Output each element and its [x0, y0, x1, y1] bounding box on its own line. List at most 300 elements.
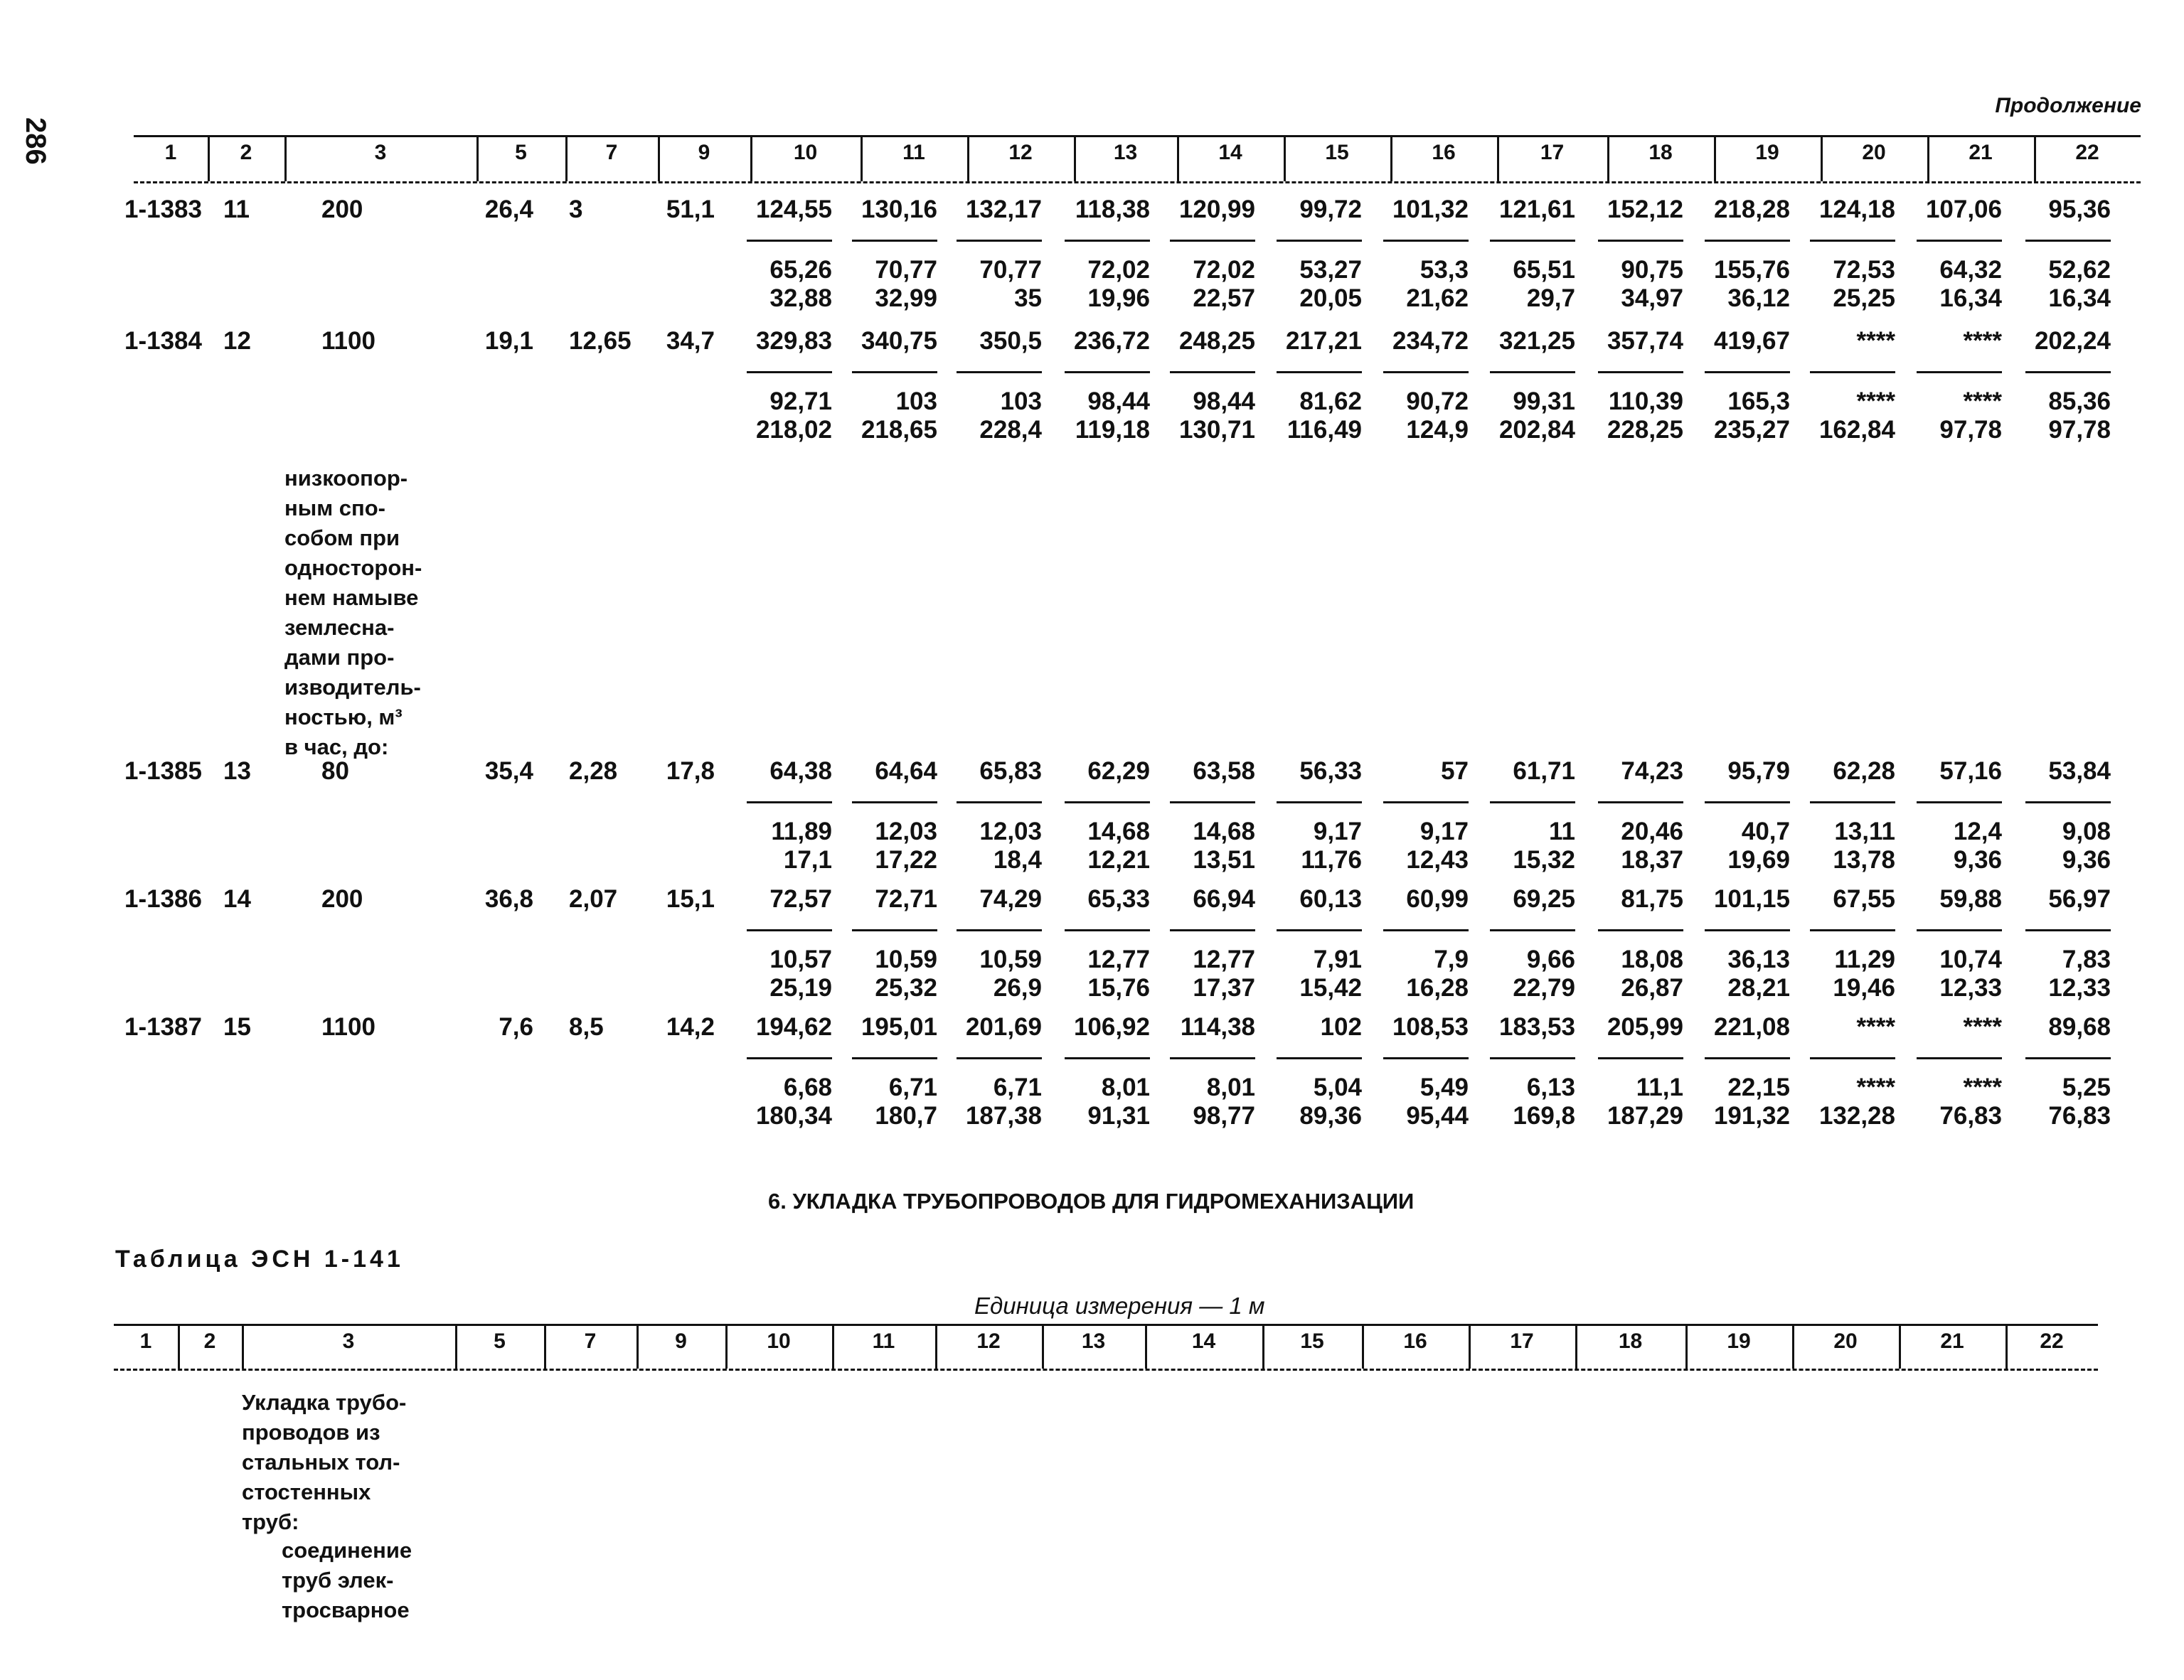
header-col-label: 22 [2040, 1329, 2064, 1353]
header-col-label: 14 [1218, 141, 1242, 164]
header-bottom-rule [114, 1369, 2098, 1371]
cell-sub2: 25,25 [1833, 284, 1895, 312]
row-param: 1100 [321, 1013, 375, 1041]
cell-sub1: 5,04 [1313, 1074, 1362, 1101]
cell-fraction-line [1705, 1057, 1790, 1059]
cell-sub1: 12,03 [875, 818, 937, 845]
cell-sub1: 22,15 [1727, 1074, 1790, 1101]
row-col7: 2,28 [569, 757, 618, 785]
description-line: Укладка трубо- [242, 1390, 407, 1415]
cell-sub2: 18,4 [993, 846, 1042, 874]
description-line: тросварное [282, 1598, 410, 1622]
row-code: 1-1387 [124, 1013, 202, 1041]
cell-sub1: 7,91 [1313, 946, 1362, 973]
cell-sub1: 18,08 [1621, 946, 1683, 973]
cell-sub1: 13,11 [1834, 818, 1895, 845]
cell-fraction-line [1383, 240, 1469, 242]
cell-sub2: 228,25 [1607, 416, 1683, 444]
header-col-label: 1 [139, 1329, 152, 1353]
header-col-label: 5 [494, 1329, 506, 1353]
row-number: 15 [223, 1013, 251, 1041]
header-col-label: 13 [1113, 141, 1138, 164]
row-col9: 17,8 [666, 757, 715, 785]
cell-main: 67,55 [1833, 885, 1895, 913]
description-line: дами про- [284, 645, 395, 670]
cell-fraction-line [1917, 929, 2002, 931]
description-line: в час, до: [284, 734, 389, 759]
row-col5: 19,1 [484, 327, 533, 355]
cell-fraction-line [747, 929, 832, 931]
cell-fraction-line [1065, 1057, 1150, 1059]
cell-sub1: 52,62 [2048, 256, 2111, 284]
cell-main: 340,75 [861, 327, 937, 355]
cell-main: 102 [1320, 1013, 1362, 1041]
description-line: изводитель- [284, 675, 421, 700]
cell-fraction-line [1170, 801, 1255, 803]
cell-sub1: **** [1856, 1074, 1895, 1101]
row-col7: 12,65 [569, 327, 632, 355]
cell-fraction-line [2025, 929, 2111, 931]
cell-fraction-line [1383, 371, 1469, 373]
cell-sub1: 6,68 [783, 1074, 832, 1101]
cell-fraction-line [1917, 240, 2002, 242]
header-col-label: 16 [1403, 1329, 1427, 1353]
row-param: 80 [321, 757, 349, 785]
row-col7: 3 [569, 196, 583, 223]
cell-main: 205,99 [1607, 1013, 1683, 1041]
cell-sub2: 162,84 [1818, 416, 1895, 444]
cell-sub1: 9,17 [1313, 818, 1362, 845]
cell-fraction-line [1065, 240, 1150, 242]
section-title: 6. УКЛАДКА ТРУБОПРОВОДОВ ДЛЯ ГИДРОМЕХАНИЗАЦИИ [768, 1189, 1415, 1214]
cell-main: 89,68 [2048, 1013, 2111, 1041]
cell-sub2: 28,21 [1727, 974, 1790, 1002]
cell-main: 106,92 [1073, 1013, 1150, 1041]
cell-sub2: 22,79 [1513, 974, 1575, 1002]
cell-sub2: 13,78 [1833, 846, 1895, 874]
cell-sub1: 10,59 [979, 946, 1042, 973]
cell-sub2: 16,34 [2048, 284, 2111, 312]
cell-sub1: 11,1 [1636, 1074, 1683, 1101]
cell-main: 217,21 [1285, 327, 1362, 355]
row-col5: 26,4 [484, 196, 533, 223]
cell-fraction-line [747, 371, 832, 373]
cell-sub2: 22,57 [1193, 284, 1255, 312]
cell-main: 72,71 [875, 885, 937, 913]
cell-fraction-line [1277, 1057, 1362, 1059]
cell-main: 107,06 [1925, 196, 2002, 223]
header-top-rule [114, 1324, 2098, 1326]
cell-main: 118,38 [1075, 196, 1150, 223]
cell-fraction-line [1277, 929, 1362, 931]
cell-main: 124,55 [755, 196, 832, 223]
cell-sub1: **** [1856, 387, 1895, 415]
cell-sub1: 5,25 [2062, 1074, 2111, 1101]
cell-sub1: 12,03 [979, 818, 1042, 845]
cell-sub1: 81,62 [1299, 387, 1362, 415]
cell-sub1: 72,02 [1087, 256, 1150, 284]
row-col9: 34,7 [666, 327, 715, 355]
cell-fraction-line [1705, 801, 1790, 803]
cell-sub2: 34,97 [1621, 284, 1683, 312]
cell-sub1: 110,39 [1608, 387, 1683, 415]
cell-sub2: 11,76 [1301, 846, 1362, 874]
header-col-label: 16 [1432, 141, 1456, 164]
cell-sub1: 10,57 [769, 946, 832, 973]
cell-sub2: 191,32 [1713, 1102, 1790, 1130]
cell-sub2: 124,9 [1406, 416, 1469, 444]
cell-main: 183,53 [1498, 1013, 1575, 1041]
cell-main: **** [1963, 1013, 2002, 1041]
cell-fraction-line [1810, 240, 1895, 242]
cell-sub2: 187,38 [965, 1102, 1042, 1130]
cell-sub2: 20,05 [1299, 284, 1362, 312]
cell-sub2: 15,32 [1513, 846, 1575, 874]
cell-sub1: 92,71 [769, 387, 832, 415]
cell-main: 124,18 [1818, 196, 1895, 223]
cell-sub1: 40,7 [1741, 818, 1790, 845]
header-col-label: 10 [793, 141, 818, 164]
row-code: 1-1384 [124, 327, 202, 355]
cell-fraction-line [2025, 801, 2111, 803]
cell-sub1: 10,74 [1939, 946, 2002, 973]
cell-sub2: 187,29 [1607, 1102, 1683, 1130]
row-col5: 35,4 [484, 757, 533, 785]
cell-main: 194,62 [755, 1013, 832, 1041]
cell-main: 132,17 [965, 196, 1042, 223]
description-line: ным спо- [284, 496, 385, 520]
cell-sub1: 11,29 [1834, 946, 1895, 973]
top-description [284, 464, 422, 762]
cell-fraction-line [1917, 1057, 2002, 1059]
cell-sub1: 8,01 [1206, 1074, 1255, 1101]
cell-fraction-line [957, 240, 1042, 242]
cell-main: **** [1856, 327, 1895, 355]
cell-main: 81,75 [1621, 885, 1683, 913]
description-line: соединение [282, 1538, 412, 1563]
header-bottom-rule [134, 181, 2141, 183]
row-number: 12 [223, 327, 251, 355]
cell-fraction-line [957, 929, 1042, 931]
cell-main: 130,16 [861, 196, 937, 223]
cell-fraction-line [2025, 1057, 2111, 1059]
cell-fraction-line [957, 1057, 1042, 1059]
header-col-label: 21 [1940, 1329, 1964, 1353]
cell-fraction-line [1277, 801, 1362, 803]
header-col-label: 17 [1510, 1329, 1534, 1353]
cell-main: 65,33 [1087, 885, 1150, 913]
cell-sub1: 90,75 [1621, 256, 1683, 284]
cell-main: 248,25 [1178, 327, 1255, 355]
row-col7: 8,5 [569, 1013, 604, 1041]
cell-sub2: 12,21 [1087, 846, 1150, 874]
cell-main: 61,71 [1513, 757, 1575, 785]
cell-sub1: 99,31 [1513, 387, 1575, 415]
description-line: стальных тол- [242, 1450, 400, 1475]
cell-sub2: 9,36 [1953, 846, 2002, 874]
cell-fraction-line [747, 240, 832, 242]
cell-main: 64,64 [875, 757, 937, 785]
cell-sub2: 32,88 [769, 284, 832, 312]
cell-main: 74,23 [1621, 757, 1683, 785]
cell-sub1: 12,77 [1193, 946, 1255, 973]
header-col-label: 10 [767, 1329, 791, 1353]
header-col-label: 15 [1300, 1329, 1324, 1353]
cell-sub2: 202,84 [1498, 416, 1575, 444]
cell-sub2: 21,62 [1406, 284, 1469, 312]
cell-sub2: 132,28 [1818, 1102, 1895, 1130]
header-col-label: 18 [1618, 1329, 1643, 1353]
header-col-label: 19 [1727, 1329, 1751, 1353]
cell-sub2: 235,27 [1713, 416, 1790, 444]
cell-fraction-line [1277, 240, 1362, 242]
cell-main: 56,97 [2048, 885, 2111, 913]
cell-fraction-line [1810, 929, 1895, 931]
row-code: 1-1385 [124, 757, 202, 785]
cell-sub2: 89,36 [1299, 1102, 1362, 1130]
cell-fraction-line [852, 240, 937, 242]
cell-main: 57,16 [1939, 757, 2002, 785]
cell-sub2: 12,43 [1406, 846, 1469, 874]
cell-sub2: 26,9 [993, 974, 1042, 1002]
cell-main: 202,24 [2034, 327, 2111, 355]
cell-fraction-line [1490, 929, 1575, 931]
cell-sub2: 119,18 [1075, 416, 1150, 444]
cell-main: 57 [1441, 757, 1469, 785]
cell-sub2: 25,32 [875, 974, 937, 1002]
cell-main: **** [1856, 1013, 1895, 1041]
cell-fraction-line [1277, 371, 1362, 373]
cell-main: 221,08 [1713, 1013, 1790, 1041]
cell-fraction-line [1065, 371, 1150, 373]
header-col-label: 5 [515, 141, 527, 164]
description-line: собом при [284, 525, 400, 550]
cell-sub1: 65,26 [769, 256, 832, 284]
header-col-label: 12 [976, 1329, 1001, 1353]
row-col7: 2,07 [569, 885, 618, 913]
cell-main: 53,84 [2048, 757, 2111, 785]
cell-sub1: 9,66 [1526, 946, 1575, 973]
cell-main: 195,01 [861, 1013, 937, 1041]
cell-sub1: 6,71 [993, 1074, 1042, 1101]
cell-sub1: 155,76 [1713, 256, 1790, 284]
cell-sub1: 9,08 [2062, 818, 2111, 845]
cell-sub1: 72,02 [1193, 256, 1255, 284]
description-line: нем намыве [284, 585, 419, 610]
header-col-label: 11 [902, 141, 925, 164]
cell-fraction-line [1705, 240, 1790, 242]
cell-sub2: 91,31 [1087, 1102, 1150, 1130]
row-param: 1100 [321, 327, 375, 355]
cell-fraction-line [852, 801, 937, 803]
bottom-sub-description [282, 1536, 412, 1625]
cell-sub1: 65,51 [1513, 256, 1575, 284]
cell-sub1: 90,72 [1406, 387, 1469, 415]
cell-fraction-line [1490, 371, 1575, 373]
cell-fraction-line [1810, 801, 1895, 803]
cell-sub1: 6,71 [888, 1074, 937, 1101]
cell-fraction-line [852, 371, 937, 373]
cell-sub1: 103 [895, 387, 937, 415]
header-col-label: 1 [164, 141, 177, 164]
header-top-rule [134, 135, 2141, 137]
cell-main: 63,58 [1193, 757, 1255, 785]
header-col-label: 7 [584, 1329, 597, 1353]
cell-sub1: 103 [1000, 387, 1042, 415]
header-col-label: 11 [872, 1329, 895, 1353]
cell-main: 114,38 [1180, 1013, 1255, 1041]
cell-main: **** [1963, 327, 2002, 355]
cell-main: 101,15 [1713, 885, 1790, 913]
cell-sub2: 130,71 [1178, 416, 1255, 444]
cell-fraction-line [1490, 240, 1575, 242]
cell-sub2: 180,34 [755, 1102, 832, 1130]
cell-main: 350,5 [979, 327, 1042, 355]
cell-fraction-line [747, 1057, 832, 1059]
cell-fraction-line [1705, 371, 1790, 373]
cell-sub2: 19,96 [1087, 284, 1150, 312]
cell-sub2: 12,33 [1939, 974, 2002, 1002]
cell-sub1: 53,27 [1299, 256, 1362, 284]
unit-label: Единица измерения — 1 м [974, 1293, 1265, 1319]
cell-sub1: 70,77 [979, 256, 1042, 284]
cell-fraction-line [1490, 801, 1575, 803]
row-col9: 14,2 [666, 1013, 715, 1041]
cell-sub1: 72,53 [1833, 256, 1895, 284]
cell-main: 152,12 [1607, 196, 1683, 223]
cell-main: 95,36 [2048, 196, 2111, 223]
cell-sub1: 53,3 [1419, 256, 1469, 284]
row-param: 200 [321, 885, 363, 913]
cell-sub2: 76,83 [2048, 1102, 2111, 1130]
cell-sub2: 26,87 [1621, 974, 1683, 1002]
cell-main: 72,57 [769, 885, 832, 913]
cell-sub2: 17,22 [875, 846, 937, 874]
cell-fraction-line [2025, 240, 2111, 242]
cell-sub2: 218,65 [861, 416, 937, 444]
cell-fraction-line [1065, 929, 1150, 931]
header-col-label: 22 [2075, 141, 2099, 164]
cell-sub1: 5,49 [1419, 1074, 1469, 1101]
cell-main: 419,67 [1713, 327, 1790, 355]
cell-fraction-line [1917, 801, 2002, 803]
header-col-label: 12 [1008, 141, 1033, 164]
header-col-label: 20 [1862, 141, 1886, 164]
cell-main: 120,99 [1178, 196, 1255, 223]
cell-sub1: 7,83 [2062, 946, 2111, 973]
cell-sub1: 14,68 [1193, 818, 1255, 845]
cell-main: 101,32 [1392, 196, 1469, 223]
cell-main: 95,79 [1727, 757, 1790, 785]
cell-fraction-line [1810, 1057, 1895, 1059]
cell-fraction-line [1598, 801, 1683, 803]
description-line: проводов из [242, 1420, 380, 1445]
cell-sub2: 116,49 [1287, 416, 1362, 444]
cell-sub2: 17,37 [1193, 974, 1255, 1002]
cell-sub1: 9,17 [1419, 818, 1469, 845]
cell-sub2: 18,37 [1621, 846, 1683, 874]
cell-fraction-line [957, 801, 1042, 803]
cell-sub2: 228,4 [979, 416, 1042, 444]
description-line: стостенных [242, 1480, 371, 1504]
cell-main: 321,25 [1498, 327, 1575, 355]
cell-sub2: 35 [1014, 284, 1042, 312]
cell-sub1: 98,44 [1193, 387, 1255, 415]
cell-fraction-line [1917, 371, 2002, 373]
row-col9: 51,1 [666, 196, 715, 223]
cell-main: 69,25 [1513, 885, 1575, 913]
cell-sub2: 76,83 [1939, 1102, 2002, 1130]
cell-fraction-line [1598, 1057, 1683, 1059]
cell-sub2: 32,99 [875, 284, 937, 312]
cell-sub1: 11 [1549, 818, 1575, 845]
row-number: 14 [223, 885, 251, 913]
cell-sub1: 6,13 [1526, 1074, 1575, 1101]
page-number: 286 [20, 117, 51, 165]
cell-sub1: 70,77 [875, 256, 937, 284]
cell-sub2: 218,02 [755, 416, 832, 444]
header-col-label: 9 [698, 141, 710, 164]
cell-fraction-line [1383, 1057, 1469, 1059]
cell-fraction-line [1383, 929, 1469, 931]
row-col5: 7,6 [499, 1013, 533, 1041]
header-col-label: 2 [240, 141, 252, 164]
cell-sub2: 17,1 [783, 846, 832, 874]
cell-sub2: 97,78 [2048, 416, 2111, 444]
cell-sub2: 25,19 [769, 974, 832, 1002]
cell-main: 201,69 [965, 1013, 1042, 1041]
row-code: 1-1383 [124, 196, 202, 223]
cell-fraction-line [1170, 371, 1255, 373]
cell-fraction-line [1490, 1057, 1575, 1059]
cell-sub1: 36,13 [1727, 946, 1790, 973]
cell-main: 74,29 [979, 885, 1042, 913]
row-number: 13 [223, 757, 251, 785]
cell-sub2: 19,69 [1727, 846, 1790, 874]
cell-sub2: 16,34 [1939, 284, 2002, 312]
header-col-label: 18 [1648, 141, 1673, 164]
cell-main: 60,99 [1406, 885, 1469, 913]
header-col-label: 14 [1191, 1329, 1216, 1353]
cell-sub1: 11,89 [771, 818, 832, 845]
header-col-label: 3 [374, 141, 387, 164]
header-col-label: 20 [1833, 1329, 1858, 1353]
cell-main: 56,33 [1299, 757, 1362, 785]
cell-fraction-line [1170, 1057, 1255, 1059]
row-param: 200 [321, 196, 363, 223]
cell-fraction-line [1598, 371, 1683, 373]
cell-fraction-line [747, 801, 832, 803]
cell-sub1: **** [1963, 387, 2002, 415]
continuation-label: Продолжение [1995, 94, 2141, 117]
cell-main: 234,72 [1392, 327, 1469, 355]
header-col-label: 17 [1540, 141, 1565, 164]
cell-sub1: 12,77 [1087, 946, 1150, 973]
cell-sub1: 165,3 [1727, 387, 1790, 415]
cell-sub1: 12,4 [1953, 818, 2002, 845]
cell-sub1: 64,32 [1939, 256, 2002, 284]
cell-sub2: 13,51 [1193, 846, 1255, 874]
cell-sub2: 169,8 [1513, 1102, 1575, 1130]
cell-fraction-line [852, 929, 937, 931]
cell-main: 60,13 [1299, 885, 1362, 913]
cell-sub1: 98,44 [1087, 387, 1150, 415]
header-col-label: 13 [1081, 1329, 1106, 1353]
cell-fraction-line [1705, 929, 1790, 931]
header-col-label: 9 [675, 1329, 687, 1353]
row-code: 1-1386 [124, 885, 202, 913]
row-col5: 36,8 [484, 885, 533, 913]
